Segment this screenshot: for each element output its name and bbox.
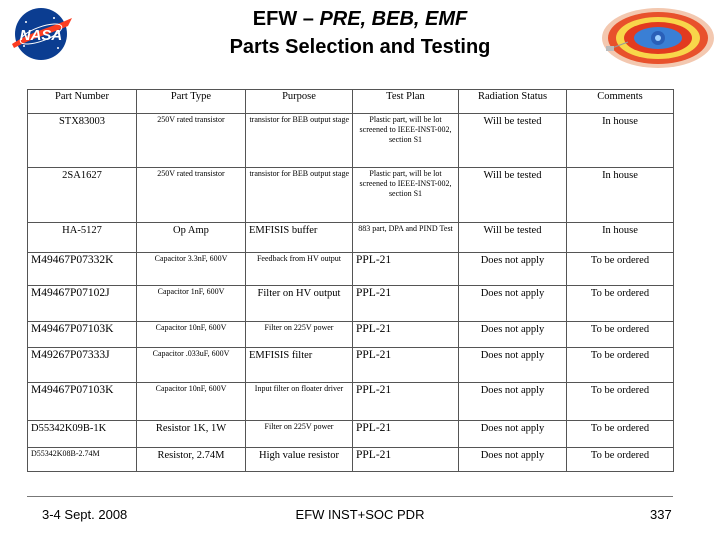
cell-comments: To be ordered bbox=[567, 421, 674, 448]
cell-part-type: Resistor 1K, 1W bbox=[137, 421, 246, 448]
table-row bbox=[28, 421, 674, 448]
parts-table bbox=[27, 89, 674, 472]
cell-part-number: D55342K09B-1K bbox=[28, 421, 137, 448]
page-number: 337 bbox=[650, 507, 672, 522]
cell-test-plan: PPL-21 bbox=[353, 448, 459, 472]
cell-radiation-status: Will be tested bbox=[459, 168, 567, 223]
slide-title-line2: Parts Selection and Testing bbox=[229, 36, 491, 58]
cell-comments: To be ordered bbox=[567, 348, 674, 383]
cell-radiation-status: Does not apply bbox=[459, 448, 567, 472]
header-radiation-status: Radiation Status bbox=[459, 90, 567, 114]
cell-comments: To be ordered bbox=[567, 253, 674, 286]
footer-date: 3-4 Sept. 2008 bbox=[42, 507, 128, 522]
cell-purpose: transistor for BEB output stage bbox=[246, 168, 353, 223]
cell-purpose: Feedback from HV output bbox=[246, 253, 353, 286]
svg-text:NASA: NASA bbox=[19, 27, 63, 44]
cell-part-type: Capacitor 3.3nF, 600V bbox=[137, 253, 246, 286]
cell-part-type: 250V rated transistor bbox=[137, 168, 246, 223]
cell-part-number: M49467P07332K bbox=[28, 253, 137, 286]
cell-comments: In house bbox=[567, 114, 674, 168]
cell-part-type: Capacitor .033uF, 600V bbox=[137, 348, 246, 383]
cell-part-type: Resistor, 2.74M bbox=[137, 448, 246, 472]
cell-radiation-status: Does not apply bbox=[459, 383, 567, 421]
cell-purpose: Filter on HV output bbox=[246, 286, 353, 322]
table-header-row bbox=[28, 90, 674, 114]
header-purpose: Purpose bbox=[246, 90, 353, 114]
footer-divider bbox=[27, 496, 673, 497]
cell-part-number: M49467P07102J bbox=[28, 286, 137, 322]
cell-purpose: Input filter on floater driver bbox=[246, 383, 353, 421]
cell-test-plan: PPL-21 bbox=[353, 348, 459, 383]
cell-part-number: M49267P07333J bbox=[28, 348, 137, 383]
cell-part-type: Capacitor 1nF, 600V bbox=[137, 286, 246, 322]
header-test-plan: Test Plan bbox=[353, 90, 459, 114]
cell-radiation-status: Does not apply bbox=[459, 322, 567, 348]
cell-part-number: M49467P07103K bbox=[28, 322, 137, 348]
cell-test-plan: PPL-21 bbox=[353, 322, 459, 348]
cell-part-number: 2SA1627 bbox=[28, 168, 137, 223]
cell-comments: In house bbox=[567, 223, 674, 253]
cell-radiation-status: Will be tested bbox=[459, 223, 567, 253]
cell-purpose: EMFISIS filter bbox=[246, 348, 353, 383]
cell-radiation-status: Does not apply bbox=[459, 253, 567, 286]
cell-purpose: Filter on 225V power bbox=[246, 322, 353, 348]
table-row bbox=[28, 168, 674, 223]
cell-part-type: 250V rated transistor bbox=[137, 114, 246, 168]
cell-purpose: Filter on 225V power bbox=[246, 421, 353, 448]
cell-test-plan: PPL-21 bbox=[353, 383, 459, 421]
cell-part-type: Capacitor 10nF, 600V bbox=[137, 322, 246, 348]
cell-test-plan: PPL-21 bbox=[353, 421, 459, 448]
cell-test-plan: Plastic part, will be lot screened to IEEE-INST-002, section S1 bbox=[353, 114, 459, 168]
footer-center-text: EFW INST+SOC PDR bbox=[295, 507, 425, 522]
table-row bbox=[28, 322, 674, 348]
cell-part-number: STX83003 bbox=[28, 114, 137, 168]
cell-purpose: transistor for BEB output stage bbox=[246, 114, 353, 168]
cell-comments: In house bbox=[567, 168, 674, 223]
cell-comments: To be ordered bbox=[567, 286, 674, 322]
table-row bbox=[28, 114, 674, 168]
header-comments: Comments bbox=[567, 90, 674, 114]
cell-purpose: EMFISIS buffer bbox=[246, 223, 353, 253]
cell-part-type: Capacitor 10nF, 600V bbox=[137, 383, 246, 421]
cell-comments: To be ordered bbox=[567, 322, 674, 348]
cell-part-type: Op Amp bbox=[137, 223, 246, 253]
table-row bbox=[28, 253, 674, 286]
header-part-number: Part Number bbox=[28, 90, 137, 114]
cell-comments: To be ordered bbox=[567, 448, 674, 472]
table-row bbox=[28, 223, 674, 253]
cell-test-plan: 883 part, DPA and PIND Test bbox=[353, 223, 459, 253]
table-row bbox=[28, 448, 674, 472]
cell-part-number: D55342K08B-2.74M bbox=[28, 448, 137, 472]
header-part-type: Part Type bbox=[137, 90, 246, 114]
cell-purpose: High value resistor bbox=[246, 448, 353, 472]
slide-title-line1: EFW – PRE, BEB, EMF bbox=[252, 8, 468, 30]
cell-comments: To be ordered bbox=[567, 383, 674, 421]
cell-radiation-status: Does not apply bbox=[459, 286, 567, 322]
cell-test-plan: Plastic part, will be lot screened to IEEE-INST-002, section S1 bbox=[353, 168, 459, 223]
cell-test-plan: PPL-21 bbox=[353, 286, 459, 322]
cell-part-number: M49467P07103K bbox=[28, 383, 137, 421]
cell-test-plan: PPL-21 bbox=[353, 253, 459, 286]
cell-radiation-status: Does not apply bbox=[459, 421, 567, 448]
cell-radiation-status: Does not apply bbox=[459, 348, 567, 383]
cell-radiation-status: Will be tested bbox=[459, 114, 567, 168]
table-row bbox=[28, 348, 674, 383]
table-row bbox=[28, 286, 674, 322]
cell-part-number: HA-5127 bbox=[28, 223, 137, 253]
table-row bbox=[28, 383, 674, 421]
